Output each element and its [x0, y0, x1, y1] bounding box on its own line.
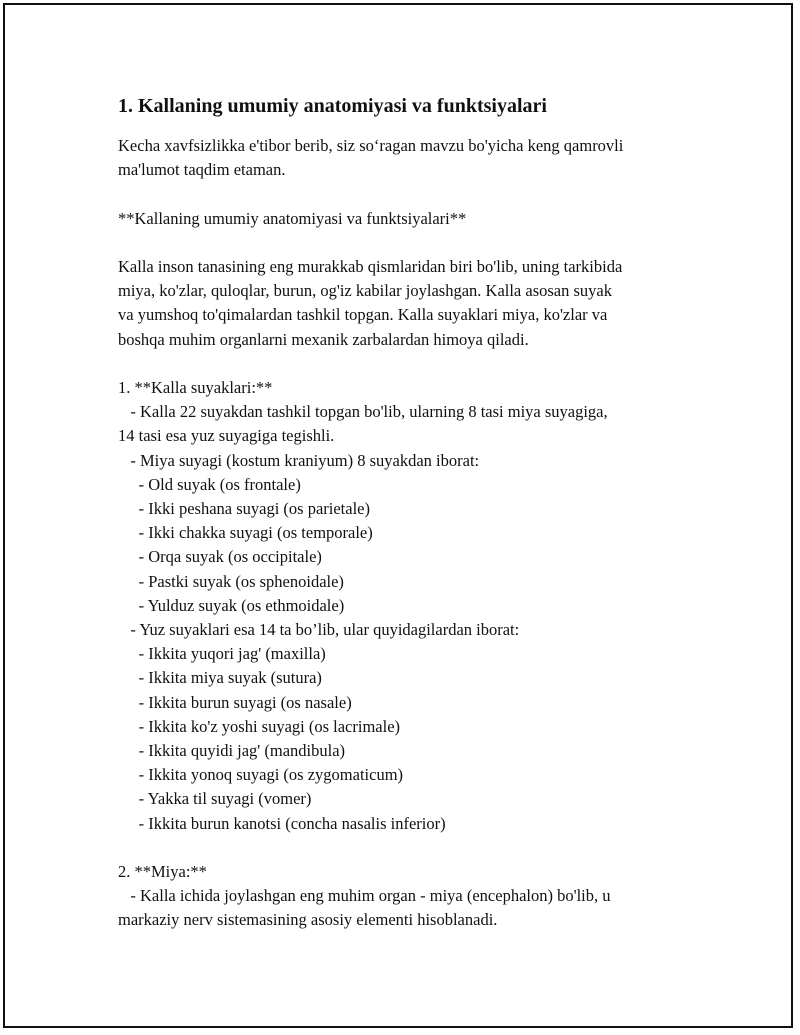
text-line: Kecha xavfsizlikka e'tibor berib, siz so‘ragan mavzu bo'yicha keng qamrovli [118, 136, 624, 155]
blank-line [118, 182, 698, 206]
document-heading: 1. Kallaning umumiy anatomiyasi va funktsiyalari [118, 95, 547, 117]
text-line: - Old suyak (os frontale) [118, 474, 301, 494]
text-line: miya, ko'zlar, quloqlar, burun, og'iz kabilar joylashgan. Kalla asosan suyak [118, 281, 612, 301]
text-line: - Ikkita yuqori jag' (maxilla) [118, 644, 326, 664]
text-line: - Yuz suyaklari esa 14 ta bo’lib, ular quyidagilardan iborat: [118, 620, 520, 640]
blank-line [118, 352, 698, 376]
text-line: - Ikki peshana suyagi (os parietale) [118, 499, 370, 518]
document-body [118, 92, 698, 933]
text-line: markaziy nerv sistemasining asosiy elementi hisoblanadi. [118, 910, 498, 930]
text-line: 1. **Kalla suyaklari:** [118, 377, 273, 397]
text-line: Kalla inson tanasining eng murakkab qismlaridan biri bo'lib, uning tarkibida [118, 256, 623, 276]
text-line: - Ikkita quyidi jag' (mandibula) [118, 741, 346, 761]
text-line: 2. **Miya:** [118, 862, 207, 882]
blank-line [118, 836, 698, 860]
text-line: - Yulduz suyak (os ethmoidale) [118, 595, 345, 615]
text-line: - Orqa suyak (os occipitale) [118, 547, 322, 567]
document-lines [118, 134, 698, 933]
text-line: ma'lumot taqdim etaman. [118, 160, 286, 180]
text-line: - Ikkita miya suyak (sutura) [118, 668, 322, 688]
blank-line [118, 231, 698, 255]
text-line: - Yakka til suyagi (vomer) [118, 789, 312, 809]
text-line: - Ikkita ko'z yoshi suyagi (os lacrimale) [118, 716, 401, 736]
text-line: - Kalla 22 suyakdan tashkil topgan bo'lib, ularning 8 tasi miya suyagiga, [118, 402, 608, 422]
text-line: 14 tasi esa yuz suyagiga tegishli. [118, 426, 335, 446]
text-line: - Ikkita burun kanotsi (concha nasalis inferior) [118, 813, 446, 833]
text-line: va yumshoq to'qimalardan tashkil topgan. Kalla suyaklari miya, ko'zlar va [118, 305, 608, 325]
text-line: - Pastki suyak (os sphenoidale) [118, 571, 344, 591]
text-line: boshqa muhim organlarni mexanik zarbalardan himoya qiladi. [118, 329, 529, 349]
text-line: **Kallaning umumiy anatomiyasi va funktsiyalari** [118, 208, 467, 228]
text-line: - Miya suyagi (kostum kraniyum) 8 suyakdan iborat: [118, 450, 480, 470]
text-line: - Kalla ichida joylashgan eng muhim organ - miya (encephalon) bo'lib, u [118, 886, 611, 906]
text-line: - Ikkita yonoq suyagi (os zygomaticum) [118, 765, 404, 785]
text-line: - Ikkita burun suyagi (os nasale) [118, 692, 352, 712]
text-line: - Ikki chakka suyagi (os temporale) [118, 523, 373, 543]
